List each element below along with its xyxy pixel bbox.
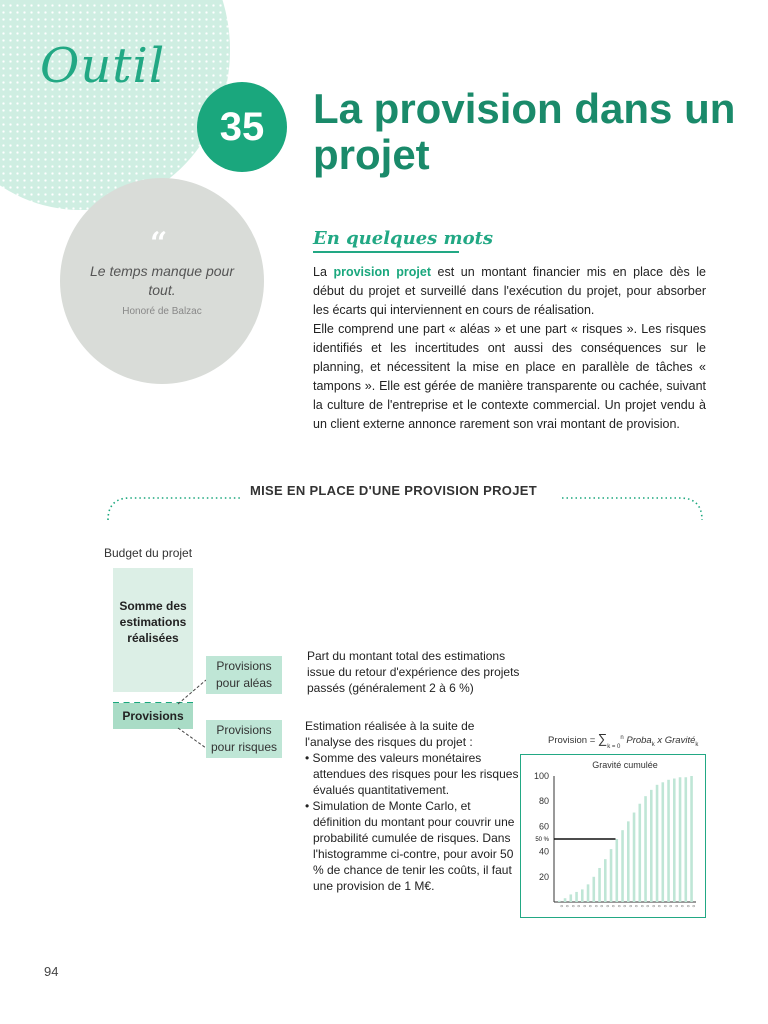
chart-bar <box>587 884 590 902</box>
chart-bar <box>690 776 693 902</box>
heading-underline <box>313 251 459 253</box>
y-tick-label: 100 <box>533 771 549 781</box>
chart-bar <box>570 894 573 902</box>
chart-bar <box>598 868 601 902</box>
chart-bar <box>610 849 613 902</box>
risques-bullet-1: • Somme des valeurs monétaires attendues des risques pour les risques évalués quantitativement. <box>305 751 519 797</box>
diagram-banner: MISE EN PLACE D'UNE PROVISION PROJET <box>250 483 537 498</box>
chart-bar <box>558 901 561 902</box>
risques-bullet-2: • Simulation de Monte Carlo, et définition du montant pour couvrir une probabilité cumulée de risques. Dans l'histogramme ci-contre, pour avoir 50 % de chance de tenir les coûts, il faut une provision de 1 M€. <box>305 799 515 893</box>
formula-gravite: x Gravité <box>654 735 696 746</box>
p1-after: est un montant financier mis en place dès le début du projet et surveillé dans l'exécution du projet, pour absorber les écarts qui interviennent en cours de réalisation. <box>313 265 706 317</box>
x-tick-label: 0 <box>634 905 640 908</box>
risques-intro: Estimation réalisée à la suite de l'analyse des risques du projet : <box>305 719 475 749</box>
chart-bar <box>650 790 653 902</box>
x-tick-label: 0 <box>668 905 674 908</box>
x-tick-label: 0 <box>691 905 697 908</box>
x-tick-label: 0 <box>588 905 594 908</box>
x-tick-label: 0 <box>622 905 628 908</box>
y-tick-label: 60 <box>538 821 549 832</box>
somme-estimations-box: Somme des estimations réalisées <box>113 568 193 692</box>
provisions-aleas-box: Provisions pour aléas <box>206 656 282 694</box>
summary-heading: En quelques mots <box>313 228 494 249</box>
y-tick-label: 20 <box>538 871 549 882</box>
x-tick-label: 0 <box>599 905 605 908</box>
x-tick-label: 0 <box>605 905 611 908</box>
x-tick-label: 0 <box>674 905 680 908</box>
x-tick-label: 0 <box>651 905 657 908</box>
x-tick-label: 0 <box>685 905 691 908</box>
decorative-dotted-circle <box>0 0 230 210</box>
formula-prefix: Provision = <box>548 735 598 746</box>
outil-label: Outil <box>40 38 166 94</box>
chart-bar <box>604 859 607 902</box>
provision-formula <box>548 731 698 748</box>
quote-text: Le temps manque pour tout. <box>90 263 234 298</box>
x-tick-label: 0 <box>570 905 576 908</box>
budget-label: Budget du projet <box>104 546 193 560</box>
chart-bar <box>593 877 596 902</box>
x-tick-label: 0 <box>593 905 599 908</box>
sum-symbol: ∑ <box>597 731 608 746</box>
connector-risques <box>178 728 206 748</box>
chart-bar <box>627 821 630 902</box>
formula-k2: k <box>695 741 699 748</box>
summary-paragraph-1 <box>313 263 706 320</box>
p1-before: La <box>313 265 334 279</box>
fifty-percent-label: 50 % <box>535 837 549 843</box>
chart-bar <box>644 796 647 902</box>
provisions-risques-box: Provisions pour risques <box>206 720 282 758</box>
summary-paragraph-2: Elle comprend une part « aléas » et une part « risques ». Les risques identifiés et les incertitudes ont aussi des conséquences sur le planning, et nécessitent la mise en place en parallèle de tâches « tampons ». Elle est gérée de manière transparente ou cachée, suivant la culture de l'entreprise et le contexte commercial. Un projet vendu à un client externe annonce rarement son vrai montant de provision. <box>313 322 706 431</box>
risques-description <box>305 718 520 894</box>
chart-bar <box>656 785 659 902</box>
x-tick-label: 0 <box>680 905 686 908</box>
y-tick-label: 40 <box>538 846 549 857</box>
banner-right-arc <box>562 498 702 520</box>
y-tick-label: 80 <box>538 796 549 807</box>
x-tick-label: 0 <box>582 905 588 908</box>
x-tick-label: 0 <box>576 905 582 908</box>
cumulative-severity-chart <box>520 754 706 918</box>
chart-bar <box>667 780 670 902</box>
chart-bar <box>616 839 619 902</box>
chart-bar <box>564 898 567 902</box>
connector-aleas <box>178 680 206 704</box>
x-tick-label: 0 <box>611 905 617 908</box>
chart-bar <box>621 830 624 902</box>
chart-bar <box>662 782 665 902</box>
chart-bar <box>685 777 688 902</box>
chart-title: Gravité cumulée <box>592 760 658 770</box>
sum-lower: k = 0 <box>607 743 621 750</box>
x-tick-label: 0 <box>639 905 645 908</box>
quote-author: Honoré de Balzac <box>122 306 202 317</box>
term-highlight: provision projet <box>333 265 431 279</box>
chart-bar <box>639 804 642 902</box>
x-tick-label: 0 <box>616 905 622 908</box>
x-tick-label: 0 <box>662 905 668 908</box>
provisions-box: Provisions <box>113 703 193 729</box>
x-tick-label: 0 <box>559 905 565 908</box>
x-tick-label: 0 <box>628 905 634 908</box>
banner-left-arc <box>108 498 240 520</box>
chart-bar <box>673 779 676 902</box>
formula-proba: Proba <box>626 735 652 746</box>
chart-bar <box>679 777 682 902</box>
x-tick-label: 0 <box>657 905 663 908</box>
chart-bar <box>633 813 636 902</box>
page-number: 94 <box>44 964 59 979</box>
aleas-description: Part du montant total des estimations issue du retour d'expérience des projets passés (généralement 2 à 6 %) <box>307 649 520 695</box>
sum-upper: n <box>620 734 624 741</box>
chart-bar <box>581 889 584 902</box>
x-tick-label: 0 <box>645 905 651 908</box>
page-title: La provision dans un projet <box>313 85 736 178</box>
summary-body <box>313 263 706 434</box>
x-tick-label: 0 <box>565 905 571 908</box>
formula-k1: k <box>651 741 655 748</box>
tool-number-badge: 35 <box>197 82 287 172</box>
chart-bar <box>575 892 578 902</box>
quote-mark-icon: “ <box>150 226 168 261</box>
